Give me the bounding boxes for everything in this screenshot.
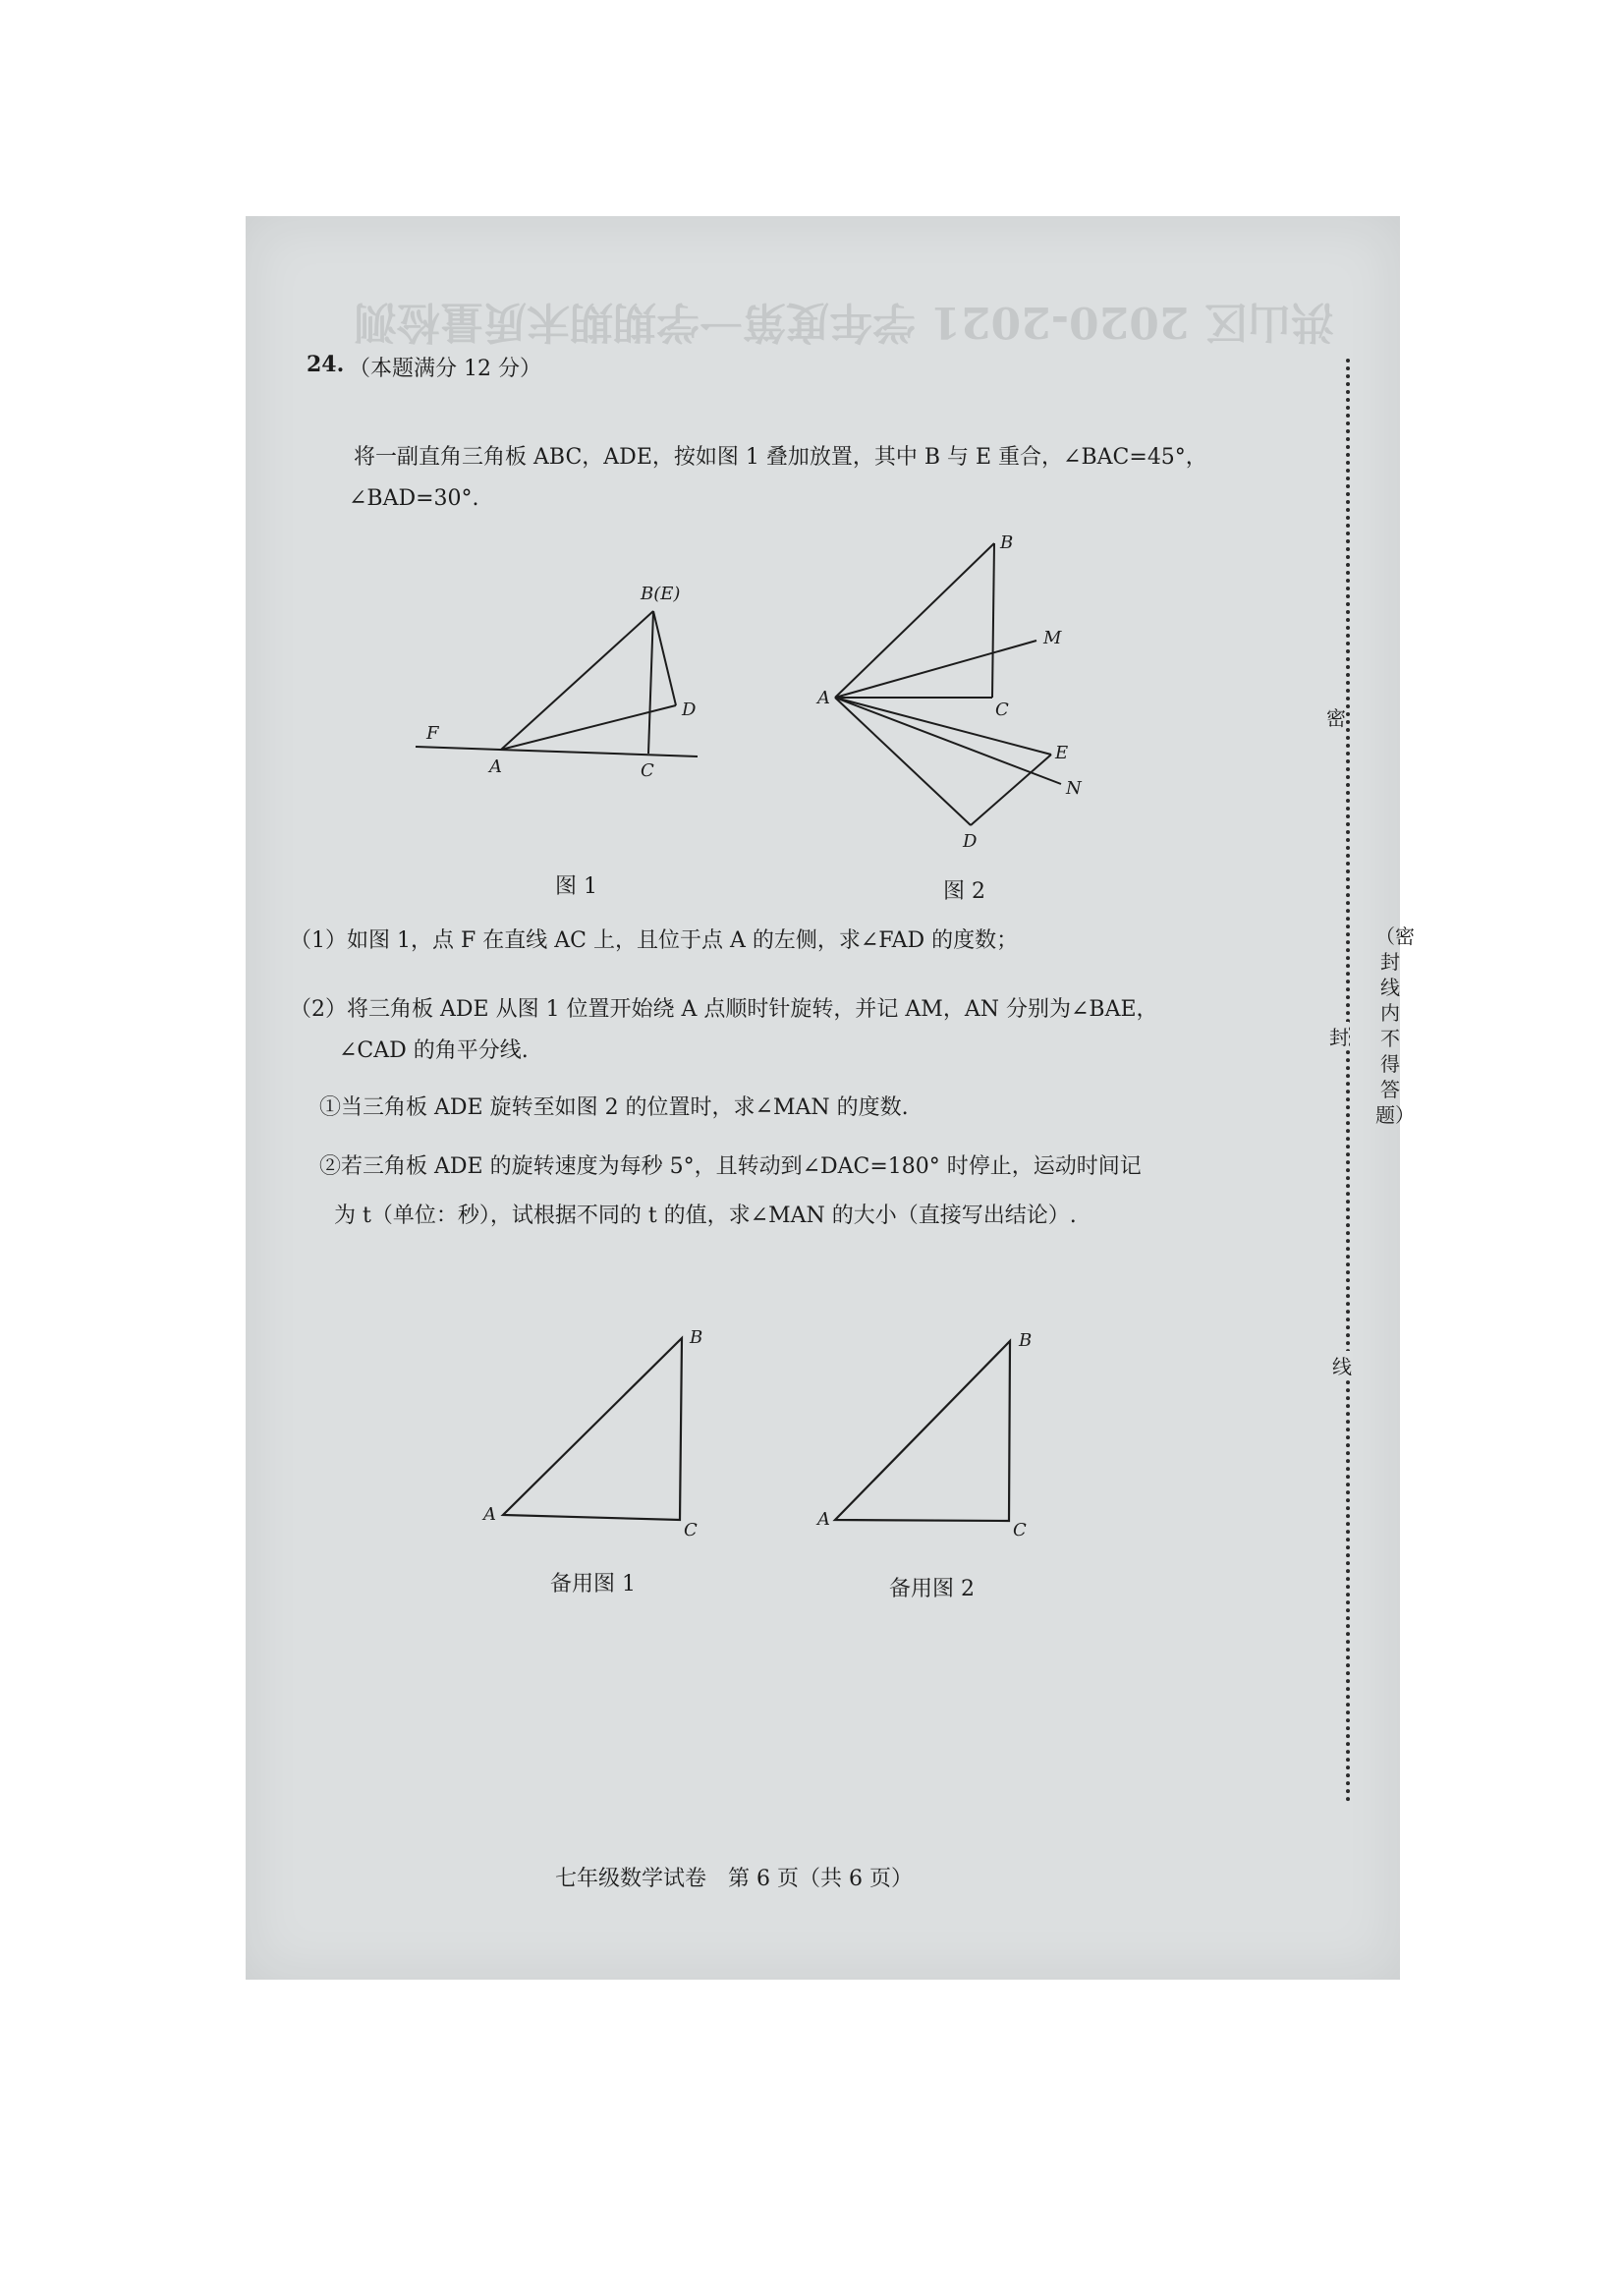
spare-figure-2-caption: 备用图 2 bbox=[889, 1577, 975, 1601]
segment-ab bbox=[501, 611, 653, 750]
bleed-through-title: 洪山区 2020-2021 学年度第一学期期末质量检测 bbox=[354, 297, 1334, 347]
label-a: A bbox=[817, 1509, 830, 1530]
triangle-abc bbox=[835, 1341, 1010, 1521]
label-a: A bbox=[817, 688, 830, 708]
label-c: C bbox=[1013, 1520, 1027, 1540]
sub-question-2-line-1: ②若三角板 ADE 的旋转速度为每秒 5°，且转动到∠DAC=180° 时停止，运动时间记 bbox=[319, 1154, 1142, 1179]
seal-dotted-line bbox=[1346, 359, 1350, 1803]
line-fa-c bbox=[416, 747, 698, 756]
label-d: D bbox=[963, 831, 978, 852]
figure-1-caption: 图 1 bbox=[555, 874, 597, 899]
label-f: F bbox=[426, 723, 439, 744]
seal-char-mi: 密 bbox=[1326, 702, 1346, 731]
segment-bc bbox=[992, 543, 994, 698]
spare-figure-1 bbox=[481, 1312, 717, 1542]
part-2-line-2: ∠CAD 的角平分线. bbox=[339, 1038, 529, 1063]
label-b: B bbox=[1000, 532, 1014, 553]
sub-question-1: ①当三角板 ADE 旋转至如图 2 的位置时，求∠MAN 的度数. bbox=[319, 1095, 909, 1120]
label-e: E bbox=[1055, 743, 1069, 763]
spare-figure-1-caption: 备用图 1 bbox=[550, 1572, 636, 1596]
label-c: C bbox=[995, 700, 1009, 720]
seal-char-feng: 封 bbox=[1329, 1022, 1349, 1050]
part-2-line-1: （2）将三角板 ADE 从图 1 位置开始绕 A 点顺时针旋转，并记 AM，AN 分别为∠BAE， bbox=[290, 997, 1158, 1022]
label-n: N bbox=[1066, 778, 1082, 799]
page-footer: 七年级数学试卷 第 6 页（共 6 页） bbox=[555, 1867, 913, 1891]
segment-ad bbox=[835, 698, 971, 825]
label-c: C bbox=[684, 1520, 698, 1540]
intro-line-1: 将一副直角三角板 ABC，ADE，按如图 1 叠加放置，其中 B 与 E 重合，∠BAC=45°， bbox=[354, 445, 1207, 470]
seal-char-xian: 线 bbox=[1332, 1351, 1352, 1379]
question-score: （本题满分 12 分） bbox=[349, 357, 541, 381]
label-a: A bbox=[489, 756, 502, 777]
label-be: B(E) bbox=[641, 584, 681, 604]
label-m: M bbox=[1043, 628, 1062, 648]
figure-2-caption: 图 2 bbox=[943, 879, 985, 904]
spare-figure-2 bbox=[815, 1321, 1051, 1542]
sub-question-2-line-2: 为 t（单位：秒），试根据不同的 t 的值，求∠MAN 的大小（直接写出结论）. bbox=[334, 1204, 1077, 1228]
ray-ae bbox=[835, 698, 1051, 755]
label-b: B bbox=[1019, 1330, 1033, 1351]
intro-line-2: ∠BAD=30°. bbox=[349, 486, 479, 511]
seal-note: （密封线内不得答题） bbox=[1375, 924, 1415, 1127]
triangle-abc bbox=[503, 1338, 682, 1520]
part-1: （1）如图 1，点 F 在直线 AC 上，且位于点 A 的左侧，求∠FAD 的度数； bbox=[290, 928, 1019, 953]
figure-2 bbox=[815, 531, 1091, 855]
label-a: A bbox=[483, 1504, 496, 1525]
segment-bc bbox=[648, 611, 653, 754]
figure-1 bbox=[413, 570, 707, 786]
label-c: C bbox=[641, 760, 654, 781]
label-b: B bbox=[690, 1327, 703, 1348]
label-d: D bbox=[682, 700, 697, 720]
question-number: 24. bbox=[307, 352, 345, 377]
ray-an bbox=[835, 698, 1061, 784]
segment-bd bbox=[653, 611, 676, 705]
